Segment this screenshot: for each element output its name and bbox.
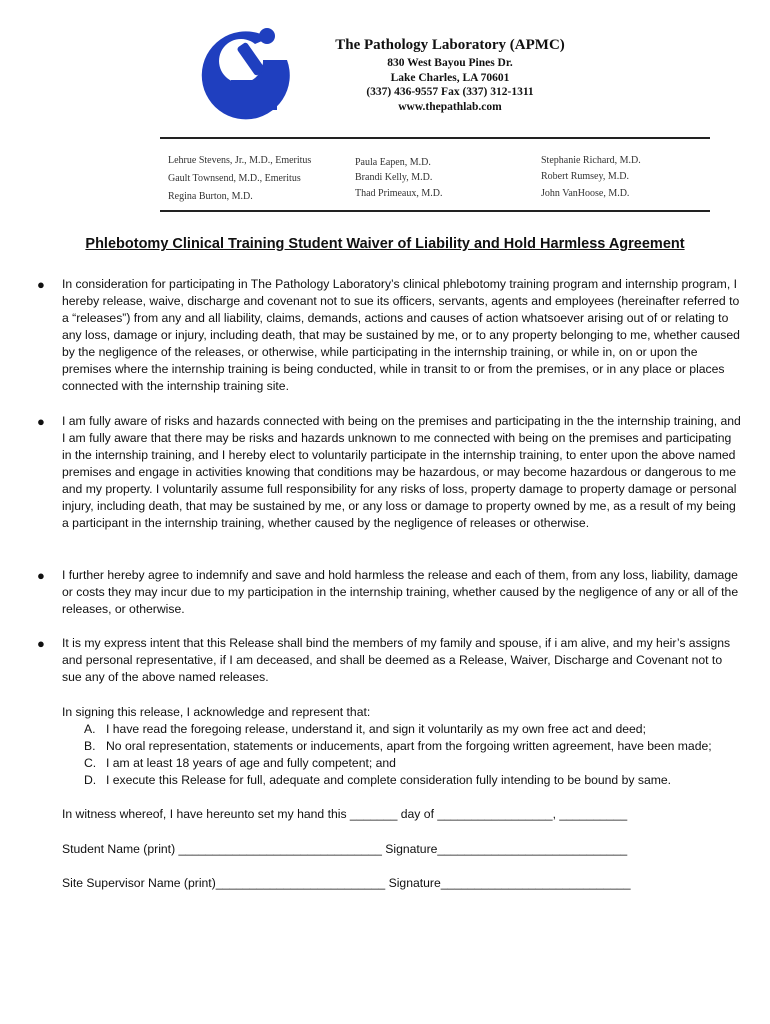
- bullet-marker: ●: [37, 636, 45, 651]
- document-title: Phlebotomy Clinical Training Student Waiver of Liability and Hold Harmless Agreement: [85, 236, 685, 252]
- staff-name: John VanHoose, M.D.: [541, 188, 630, 199]
- binding-intent-paragraph: It is my express intent that this Release shall bind the members of my family and spouse, if i am alive, and my heir’s assigns and personal representative, if I am deceased, and shall be deemed as a Release, Waiver, Discharge and Covenant not to sue any of the above named releases.: [62, 636, 731, 684]
- lab-address-line1: 830 West Bayou Pines Dr.: [387, 57, 513, 69]
- acknowledgement-item: [84, 738, 712, 755]
- acknowledgement-item: [84, 755, 396, 772]
- item-letter: B.: [84, 739, 96, 753]
- logo-microscope-tube: [236, 42, 265, 77]
- bullet-marker: ●: [37, 568, 45, 583]
- item-text: No oral representation, statements or inducements, apart from the forgoing written agreement, have been made;: [106, 739, 712, 753]
- staff-name: Thad Primeaux, M.D.: [355, 188, 443, 199]
- logo-microscope-stage: [231, 80, 271, 89]
- acknowledgement-item: [84, 721, 646, 738]
- staff-name: Lehrue Stevens, Jr., M.D., Emeritus: [168, 155, 312, 166]
- student-signature-line[interactable]: Student Name (print) ______________________________ Signature____________________________: [62, 842, 628, 856]
- item-text: I execute this Release for full, adequate and complete consideration fully intending to be bound by same.: [106, 773, 672, 787]
- release-paragraph: In consideration for participating in The Pathology Laboratory’s clinical phlebotomy training program and internship program, I hereby release, waive, discharge and covenant not to sue its officers, servants, agents and employees (hereinafter referred to a “releases”) from any and all liability, claims, demands, actions and causes of action whatsoever arising out of or relating to any loss, damage or injury, including death, that may be sustained by me, or to any property belonging to me, whether caused by the negligence of the releases, or otherwise, while participating in the internship training, or while in, on or upon the premises where the internship training is being conducted, while in transit to or from the premises, or in any place or places connected with the internship training site.: [62, 277, 740, 393]
- bullet-marker: ●: [37, 414, 45, 429]
- staff-name: Stephanie Richard, M.D.: [541, 155, 641, 166]
- logo-microscope-base: [225, 102, 277, 110]
- logo-eyepiece: [259, 28, 275, 44]
- staff-name: Robert Rumsey, M.D.: [541, 171, 629, 182]
- pathology-lab-logo: [195, 20, 307, 120]
- header-divider-bottom: [160, 210, 710, 212]
- staff-name: Paula Eapen, M.D.: [355, 157, 431, 168]
- lab-address-line2: Lake Charles, LA 70601: [390, 71, 510, 84]
- staff-name: Regina Burton, M.D.: [168, 191, 253, 202]
- staff-name: Gault Townsend, M.D., Emeritus: [168, 173, 301, 184]
- item-letter: D.: [84, 773, 97, 787]
- lab-header: [300, 36, 600, 114]
- item-letter: A.: [84, 722, 96, 736]
- lab-name: The Pathology Laboratory (APMC): [335, 37, 565, 53]
- lab-phone-fax: (337) 436-9557 Fax (337) 312-1311: [366, 86, 534, 98]
- acknowledgement-item: [84, 772, 671, 789]
- supervisor-signature-line[interactable]: Site Supervisor Name (print)_________________________ Signature____________________________: [62, 876, 631, 890]
- header-divider-top: [160, 137, 710, 139]
- item-text: I am at least 18 years of age and fully competent; and: [106, 756, 396, 770]
- lab-website: www.thepathlab.com: [398, 100, 502, 113]
- staff-name: Brandi Kelly, M.D.: [355, 172, 433, 183]
- item-text: I have read the foregoing release, understand it, and sign it voluntarily as my own free act and deed;: [106, 722, 646, 736]
- bullet-marker: ●: [37, 277, 45, 292]
- witness-line[interactable]: In witness whereof, I have hereunto set my hand this _______ day of _________________, __________: [62, 807, 628, 821]
- indemnify-paragraph: I further hereby agree to indemnify and save and hold harmless the release and each of them, from any loss, liability, damage or costs they may incur due to my participation in the internship training, whether caused by the negligence of any or all of the releases, or otherwise.: [62, 568, 739, 616]
- item-letter: C.: [84, 756, 97, 770]
- signing-intro: In signing this release, I acknowledge and represent that:: [62, 705, 371, 719]
- risk-awareness-paragraph: I am fully aware of risks and hazards connected with being on the premises and participating in the the internship training, and I am fully aware that there may be risks and hazards unknown to me connected with being on the premises and participating in the internship training, and I hereby elect to voluntarily participate in the internship training, to enter upon the above named premises and engage in activities knowing that conditions may be hazardous, or may become hazardous or dangerous to me and my property. I voluntarily assume full responsibility for any risks of loss, property damage to property damage or personal injury, including death, that may be sustained by me, or any loss or damage to property owned by me, as a result of my being a participant in the internship training, whether caused by the negligence of releases or otherwise.: [62, 414, 741, 530]
